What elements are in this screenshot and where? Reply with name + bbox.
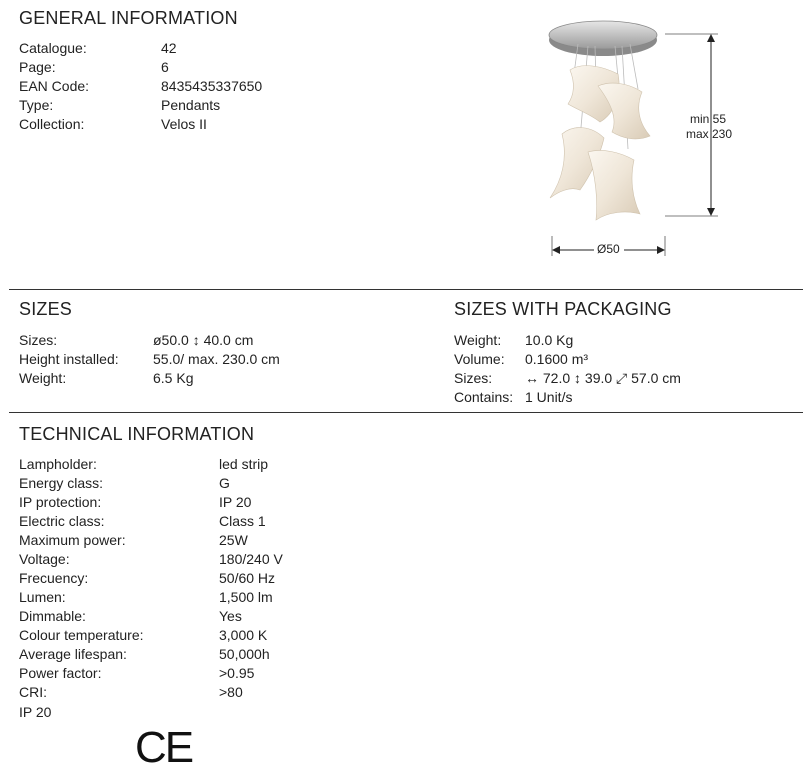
technical-label: Dimmable: (19, 608, 86, 624)
packaging-value: 1 Unit/s (525, 389, 573, 405)
technical-value: 50,000h (219, 646, 270, 662)
packaging-label: Weight: (454, 332, 502, 348)
technical-label: Maximum power: (19, 532, 126, 548)
packaging-label: Sizes: (454, 370, 493, 386)
canopy-shape (549, 21, 657, 56)
ce-mark-icon: CE (135, 723, 193, 772)
general-label: Page: (19, 59, 56, 75)
technical-value: >0.95 (219, 665, 255, 681)
general-label: EAN Code: (19, 78, 90, 94)
technical-label: Electric class: (19, 513, 105, 529)
technical-value: G (219, 475, 230, 491)
technical-label: Colour temperature: (19, 627, 144, 643)
height-max-label: max 230 (686, 127, 733, 141)
diameter-label: Ø50 (597, 242, 620, 256)
technical-label: CRI: (19, 684, 47, 700)
technical-value: IP 20 (219, 494, 252, 510)
technical-value: >80 (219, 684, 243, 700)
sizes-title: SIZES (19, 299, 73, 319)
sizes-value: ø50.0 ↕ 40.0 cm (153, 332, 254, 348)
technical-value: 25W (219, 532, 248, 548)
sizes-value: 55.0/ max. 230.0 cm (153, 351, 280, 367)
general-value: 6 (161, 59, 169, 75)
technical-value: led strip (219, 456, 269, 472)
technical-label: Frecuency: (19, 570, 89, 586)
technical-value: 50/60 Hz (219, 570, 276, 586)
height-min-label: min 55 (690, 112, 727, 126)
divider-1 (9, 289, 803, 290)
technical-information-title: TECHNICAL INFORMATION (19, 424, 255, 444)
technical-value: 180/240 V (219, 551, 283, 567)
technical-label: Lampholder: (19, 456, 97, 472)
general-value: Pendants (161, 97, 221, 113)
technical-value: 3,000 K (219, 627, 268, 643)
technical-label: Average lifespan: (19, 646, 127, 662)
packaging-title: SIZES WITH PACKAGING (454, 299, 672, 319)
ip-rating-note: IP 20 (19, 704, 52, 720)
technical-label: Lumen: (19, 589, 66, 605)
general-label: Type: (19, 97, 54, 113)
sizes-value: 6.5 Kg (153, 370, 194, 386)
technical-label: IP protection: (19, 494, 102, 510)
packaging-value: 10.0 Kg (525, 332, 574, 348)
packaging-label: Contains: (454, 389, 514, 405)
general-information-title: GENERAL INFORMATION (19, 8, 238, 28)
general-value: 42 (161, 40, 177, 56)
technical-label: Energy class: (19, 475, 104, 491)
general-value: 8435435337650 (161, 78, 263, 94)
technical-value: Yes (219, 608, 242, 624)
technical-label: Power factor: (19, 665, 102, 681)
divider-2 (9, 412, 803, 413)
packaging-value: ↔ 72.0 ↕ 39.0 ⤢ 57.0 cm (525, 370, 681, 386)
technical-value: Class 1 (219, 513, 266, 529)
technical-value: 1,500 lm (219, 589, 273, 605)
general-label: Collection: (19, 116, 85, 132)
packaging-value: 0.1600 m³ (525, 351, 589, 367)
ribbon-shades (550, 66, 650, 220)
sizes-label: Weight: (19, 370, 67, 386)
sizes-label: Sizes: (19, 332, 58, 348)
sizes-label: Height installed: (19, 351, 119, 367)
technical-label: Voltage: (19, 551, 70, 567)
general-label: Catalogue: (19, 40, 87, 56)
packaging-label: Volume: (454, 351, 505, 367)
general-value: Velos II (161, 116, 207, 132)
